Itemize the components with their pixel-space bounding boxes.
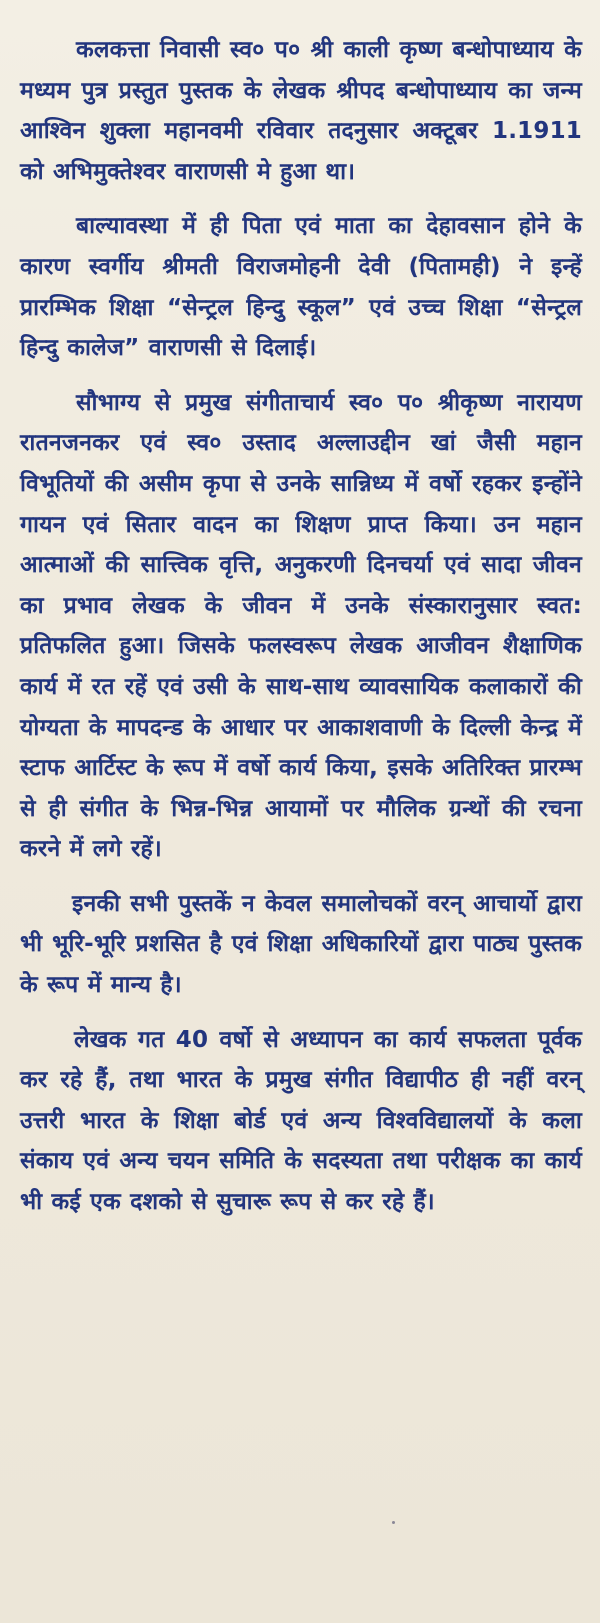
paragraph-childhood: बाल्यावस्था में ही पिता एवं माता का देहावसान होने के कारण स्वर्गीय श्रीमती विराजमोहनी देवी (पितामही) ने इन्हें प्रारम्भिक शिक्षा “सेन्ट्रल हिन्दु स्कूल” एवं उच्च शिक्षा “सेन्ट्रल हिन्दु कालेज” वाराणसी से दिलाई। — [20, 213, 582, 362]
paragraph-books: इनकी सभी पुस्तकें न केवल समालोचकों वरन् आचार्यो द्वारा भी भूरि-भूरि प्रशसित है एवं शिक्षा अधिकारियों द्वारा पाठ्य पुस्तक के रूप में मान्य है। — [20, 890, 582, 999]
paper-speck-mark — [392, 1521, 395, 1524]
paragraph-music-training: सौभाग्य से प्रमुख संगीताचार्य स्व० प० श्रीकृष्ण नारायण रातनजनकर एवं स्व० उस्ताद अल्लाउद्दीन खां जैसी महान विभूतियों की असीम कृपा से उनके सान्निध्य में वर्षो रहकर इन्होंने गायन एवं सितार वादन का शिक्षण प्राप्त किया। उन महान आत्माओं की सात्त्विक वृत्ति, अनुकरणी दिनचर्या एवं सादा जीवन का प्रभाव लेखक के जीवन में उनके संस्कारानुसार स्वत: प्रतिफलित हुआ। जिसके फलस्वरूप लेखक आजीवन शैक्षाणिक कार्य में रत रहें एवं उसी के साथ-साथ व्यावसायिक कलाकारों की योग्यता के मापदन्ड के आधार पर आकाशवाणी के दिल्ली केन्द्र में स्टाफ आर्टिस्ट के रूप में वर्षो कार्य किया, इसके अतिरिक्त प्रारम्भ से ही संगीत के भिन्न-भिन्न आयामों पर मौलिक ग्रन्थों की रचना करने में लगे रहें। — [20, 389, 582, 863]
paragraph-teaching: लेखक गत 40 वर्षो से अध्यापन का कार्य सफलता पूर्वक कर रहे हैं, तथा भारत के प्रमुख संगीत विद्यापीठ ही नहीं वरन् उत्तरी भारत के शिक्षा बोर्ड एवं अन्य विश्वविद्यालयों के कला संकाय एवं अन्य चयन समिति के सदस्यता तथा परीक्षक का कार्य भी कई एक दशको से सुचारू रूप से कर रहे हैं। — [20, 1026, 582, 1216]
paragraph-birth: कलकत्ता निवासी स्व० प० श्री काली कृष्ण बन्धोपाध्याय के मध्यम पुत्र प्रस्तुत पुस्तक के लेखक श्रीपद बन्धोपाध्याय का जन्म आश्विन शुक्ला महानवमी रविवार तदनुसार अक्टूबर 1.1911 को अभिमुक्तेश्वर वाराणसी मे हुआ था। — [20, 37, 582, 185]
